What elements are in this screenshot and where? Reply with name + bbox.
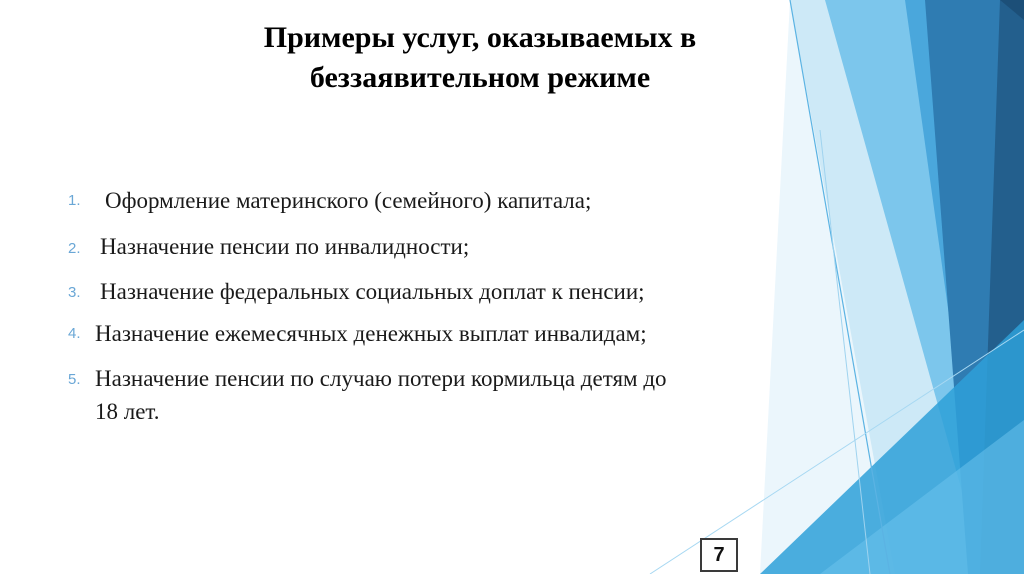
list-item-number: 4. [68,325,81,342]
list-item-text: Назначение пенсии по инвалидности; [100,234,470,259]
list-item-text: Оформление материнского (семейного) капитала; [105,188,592,213]
list-item-number: 3. [68,284,81,301]
slide-title-line-2: беззаявительном режиме [309,61,651,94]
list-item-number: 5. [68,371,81,388]
slide-title-line-1: Примеры услуг, оказываемых в [263,21,697,54]
page-number-badge: 7 [700,538,738,572]
list-item-number: 1. [68,192,81,209]
list-item-number: 2. [68,240,81,257]
list-item-text: Назначение ежемесячных денежных выплат инвалидам; [95,321,647,346]
list-item-text: Назначение пенсии по случаю потери кормильца детям до [95,366,667,391]
list-item-text-continued: 18 лет. [95,399,160,424]
list-item-text: Назначение федеральных социальных доплат к пенсии; [100,279,645,304]
